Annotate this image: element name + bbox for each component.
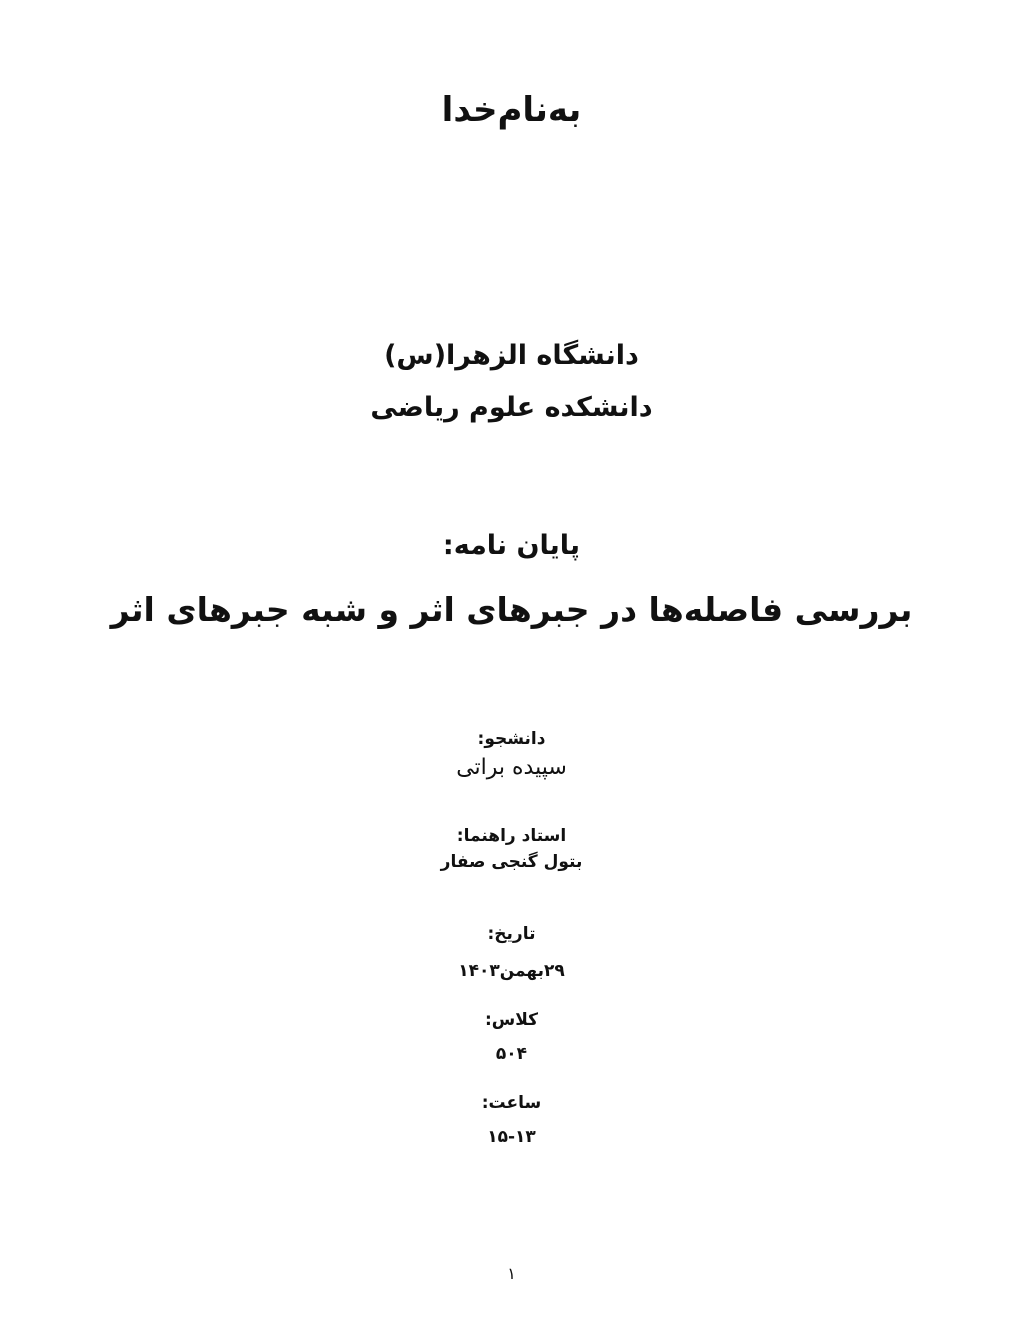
time-value: ۱۵-۱۳ (487, 1127, 536, 1147)
class-label: کلاس: (484, 1010, 539, 1030)
date-value: ۲۹بهمن۱۴۰۳ (458, 961, 565, 981)
class-value: ۵۰۴ (495, 1044, 528, 1064)
student-name: سپیده براتی (456, 755, 567, 780)
date-label: تاریخ: (487, 924, 536, 944)
basmala-heading: به‌نام‌خدا (441, 90, 582, 130)
thesis-title: بررسی فاصله‌ها در جبرهای اثر و شبه جبرهای اثر (110, 590, 913, 629)
page-number: ۱ (507, 1264, 516, 1283)
time-label: ساعت: (481, 1093, 542, 1113)
thesis-label: پایان نامه: (442, 530, 581, 561)
faculty-name: دانشکده علوم ریاضی (370, 392, 653, 423)
student-label: دانشجو: (477, 729, 546, 749)
advisor-label: استاد راهنما: (456, 826, 567, 846)
university-name: دانشگاه الزهرا(س) (384, 340, 639, 371)
advisor-name: بتول گنجی صفار (440, 852, 583, 872)
